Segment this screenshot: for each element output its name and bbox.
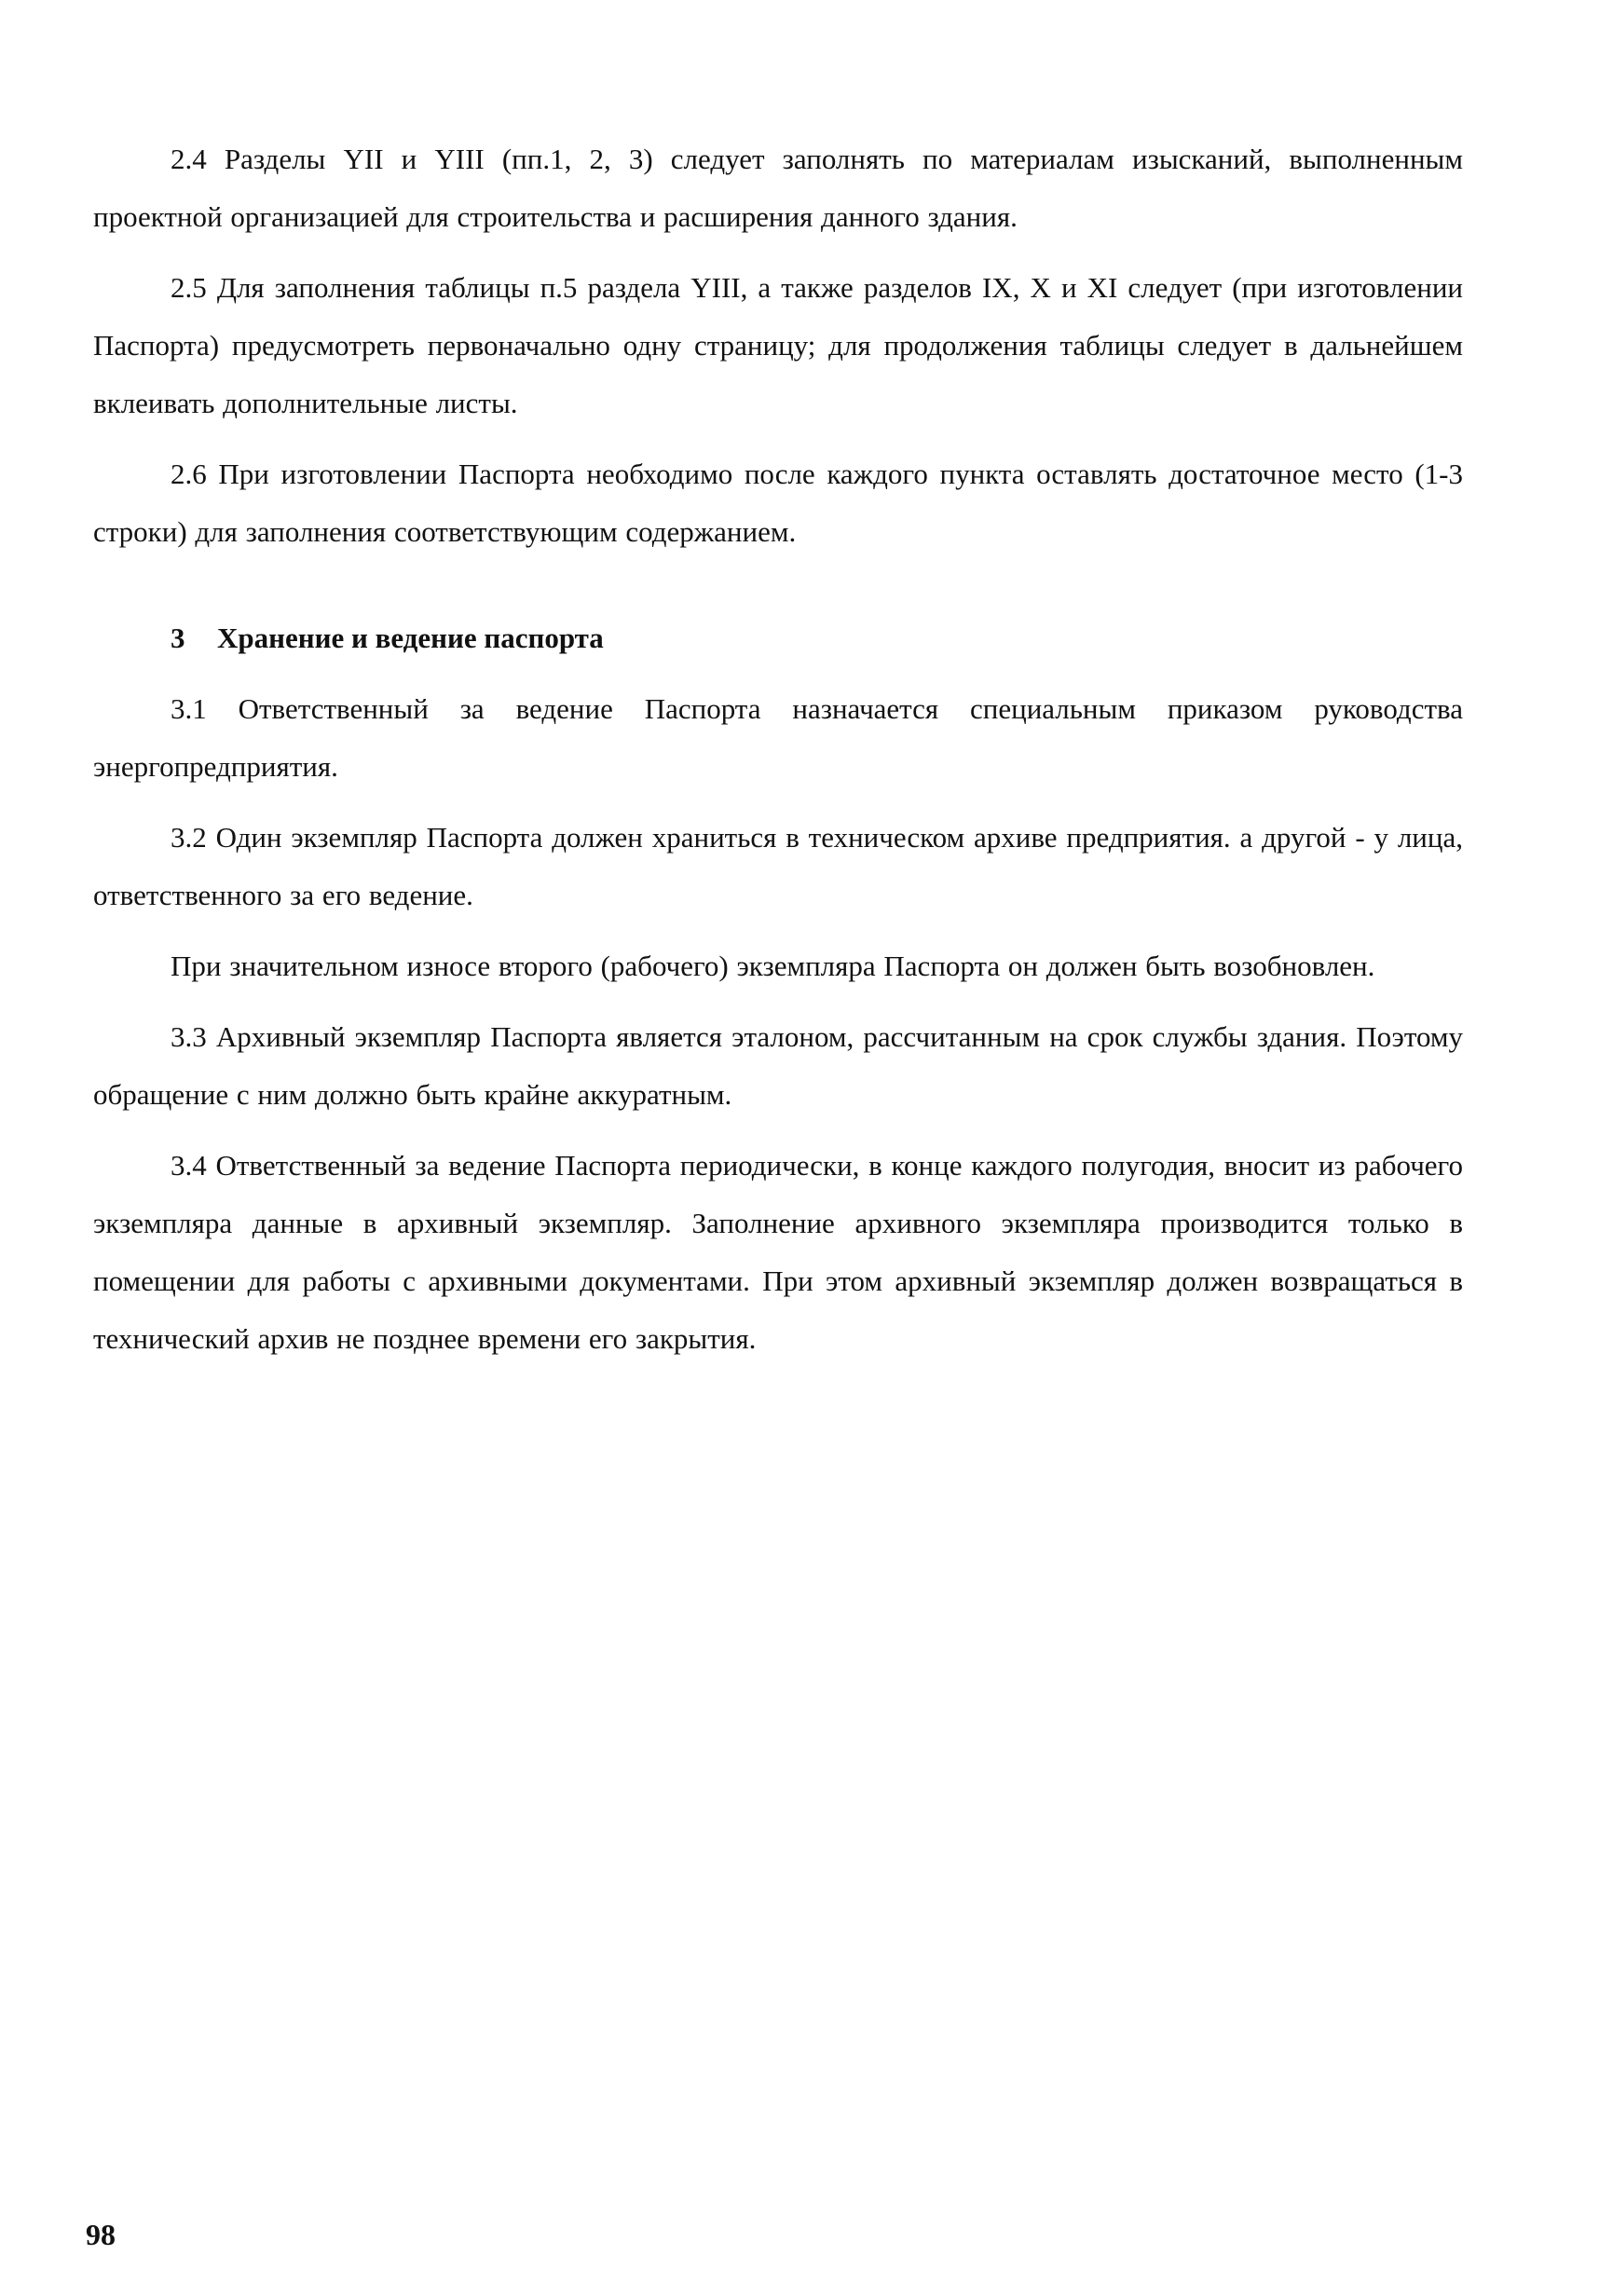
section-number: 3 bbox=[171, 622, 185, 654]
paragraph-3-2-continued: При значительном износе второго (рабочего) экземпляра Паспорта он должен быть возобновлен. bbox=[171, 950, 1375, 982]
paragraph-2-5: 2.5 Для заполнения таблицы п.5 раздела YIII, а также разделов IX, X и XI следует (при изготовлении Паспорта) предусмотреть первоначально одну страницу; для продолжения таблицы следует в дальнейшем вклеивать дополнительные листы. bbox=[93, 271, 1463, 419]
document-body bbox=[93, 130, 1463, 1381]
paragraph-3-3: 3.3 Архивный экземпляр Паспорта является эталоном, рассчитанным на срок службы здания. Поэтому обращение с ним должно быть крайне аккуратным. bbox=[93, 1020, 1463, 1111]
paragraph-2-4: 2.4 Разделы YII и YIII (пп.1, 2, 3) следует заполнять по материалам изысканий, выполненным проектной организацией для строительства и расширения данного здания. bbox=[93, 143, 1463, 233]
section-title: Хранение и ведение паспорта bbox=[217, 622, 604, 654]
paragraph-2-6: 2.6 При изготовлении Паспорта необходимо после каждого пункта оставлять достаточное место (1-3 строки) для заполнения соответствующим содержанием. bbox=[93, 458, 1463, 548]
paragraph-3-2: 3.2 Один экземпляр Паспорта должен храниться в техническом архиве предприятия. а другой - у лица, ответственного за его ведение. bbox=[93, 821, 1463, 911]
paragraph-3-1: 3.1 Ответственный за ведение Паспорта назначается специальным приказом руководства энергопредприятия. bbox=[93, 692, 1463, 783]
paragraph-3-4: 3.4 Ответственный за ведение Паспорта периодически, в конце каждого полугодия, вносит из рабочего экземпляра данные в архивный экземпляр. Заполнение архивного экземпляра производится только в помещении для работы с архивными документами. При этом архивный экземпляр должен возвращаться в технический архив не позднее времени его закрытия. bbox=[93, 1149, 1463, 1355]
section-heading bbox=[93, 609, 1463, 667]
page-number: 98 bbox=[86, 2218, 116, 2251]
